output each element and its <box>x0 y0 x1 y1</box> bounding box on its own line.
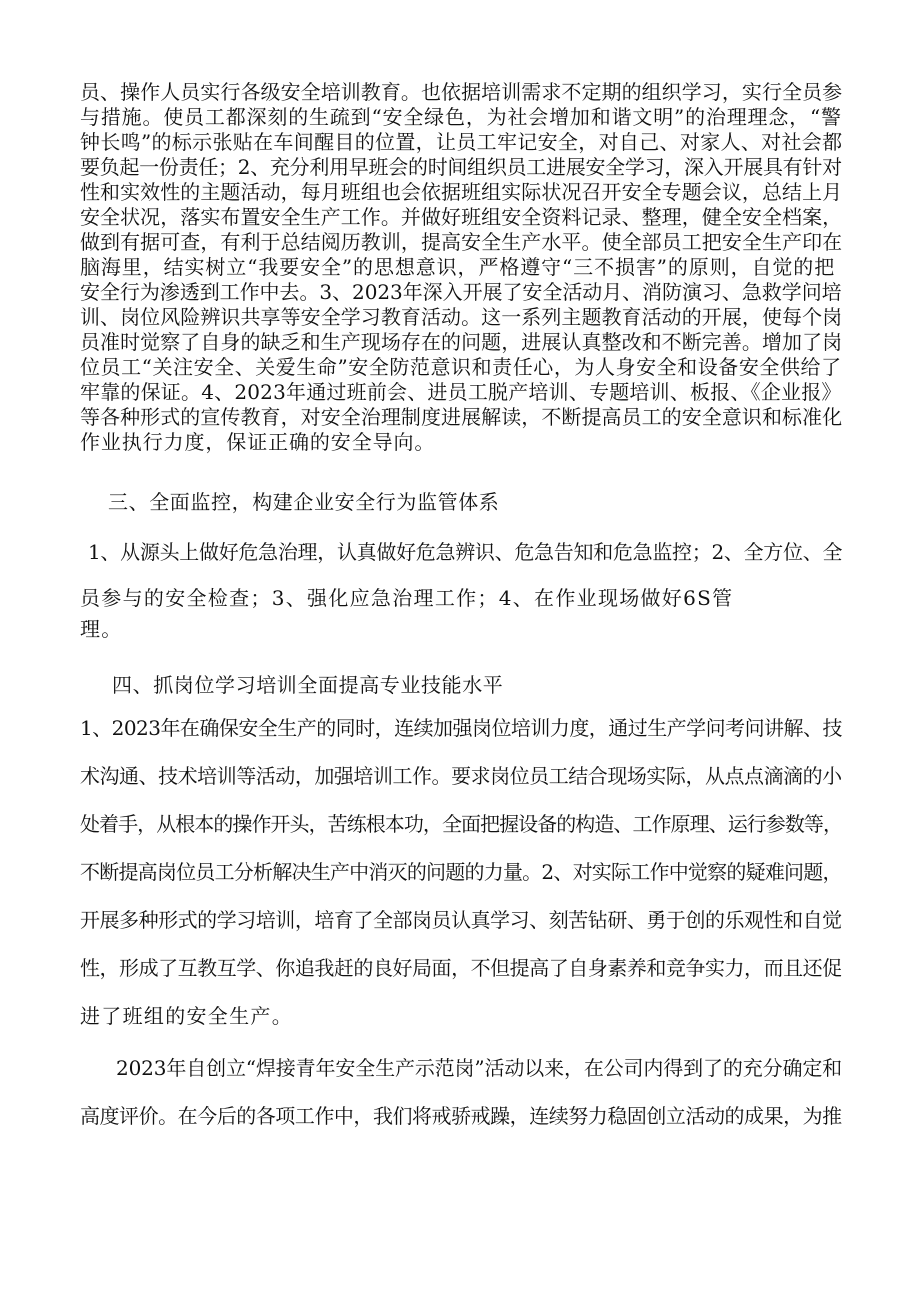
text-line: 性，形成了互教互学、你追我赶的良好局面，不但提高了自身素养和竞争实力，而且还促 <box>80 956 842 980</box>
text-line: 术沟通、技术培训等活动，加强培训工作。要求岗位员工结合现场实际，从点点滴滴的小 <box>80 764 842 788</box>
text-line: 处着手，从根本的操作开头，苦练根本功，全面把握设备的构造、工作原理、运行参数等， <box>80 812 842 836</box>
text-line: 开展多种形式的学习培训，培育了全部岗员认真学习、刻苦钻研、勇于创的乐观性和自觉 <box>80 908 842 932</box>
text-line: 高度评价。在今后的各项工作中，我们将戒骄戒躁，连续努力稳固创立活动的成果，为推 <box>80 1104 842 1128</box>
text-line: 作业执行力度，保证正确的安全导向。 <box>80 430 436 454</box>
heading-text: 四、抓岗位学习培训全面提高专业技能水平 <box>112 673 504 697</box>
text-line: 训、岗位风险辨识共享等安全学习教育活动。这一系列主题教育活动的开展，使每个岗 <box>80 305 843 329</box>
text-line: 牢靠的保证。4、2023年通过班前会、进员工脱产培训、专题培训、板报、《企业报》 <box>80 380 842 404</box>
text-line: 安全状况，落实布置安全生产工作。并做好班组安全资料记录、整理，健全安全档案， <box>80 205 843 229</box>
heading-text: 三、全面监控，构建企业安全行为监管体系 <box>108 490 500 514</box>
text-line: 与措施。使员工都深刻的生疏到“安全绿色，为社会增加和谐文明”的治理理念，“警 <box>80 105 842 129</box>
text-line: 钟长鸣”的标示张贴在车间醒目的位置，让员工牢记安全，对自己、对家人、对社会都 <box>80 130 843 154</box>
text-line: 性和实效性的主题活动，每月班组也会依据班组实际状况召开安全专题会议，总结上月 <box>80 180 843 204</box>
text-line: 不断提高岗位员工分析解决生产中消灭的问题的力量。2、对实际工作中觉察的疑难问题， <box>80 860 842 884</box>
text-line: 安全行为渗透到工作中去。3、2023年深入开展了安全活动月、消防演习、急救学问培 <box>80 280 842 304</box>
text-line: 等各种形式的宣传教育，对安全治理制度进展解读，不断提高员工的安全意识和标准化 <box>80 405 843 429</box>
text-line: 员参与的安全检查；3、强化应急治理工作；4、在作业现场做好6S管 <box>80 586 734 610</box>
text-line: 理。 <box>80 617 123 641</box>
text-line: 进了班组的安全生产。 <box>80 1004 293 1028</box>
text-line: 脑海里，结实树立“我要安全”的思想意识，严格遵守“三不损害”的原则，自觉的把 <box>80 255 836 279</box>
text-line: 2023年自创立“焊接青年安全生产示范岗”活动以来，在公司内得到了的充分确定和 <box>116 1056 843 1080</box>
text-line: 要负起一份责任；2、充分利用早班会的时间组织员工进展安全学习，深入开展具有针对 <box>80 155 842 179</box>
text-line: 员准时觉察了自身的缺乏和生产现场存在的问题，进展认真整改和不断完善。增加了岗 <box>80 330 843 354</box>
text-line: 做到有据可查，有利于总结阅历教训，提高安全生产水平。使全部员工把安全生产印在 <box>80 230 843 254</box>
text-line: 1、从源头上做好危急治理，认真做好危急辨识、危急告知和危急监控；2、全方位、全 <box>88 540 843 564</box>
text-line: 员、操作人员实行各级安全培训教育。也依据培训需求不定期的组织学习，实行全员参 <box>80 80 843 104</box>
text-line: 位员工“关注安全、关爱生命”安全防范意识和责任心，为人身安全和设备安全供给了 <box>80 355 842 379</box>
text-line: 1、2023年在确保安全生产的同时，连续加强岗位培训力度，通过生产学问考问讲解、技 <box>80 716 842 740</box>
